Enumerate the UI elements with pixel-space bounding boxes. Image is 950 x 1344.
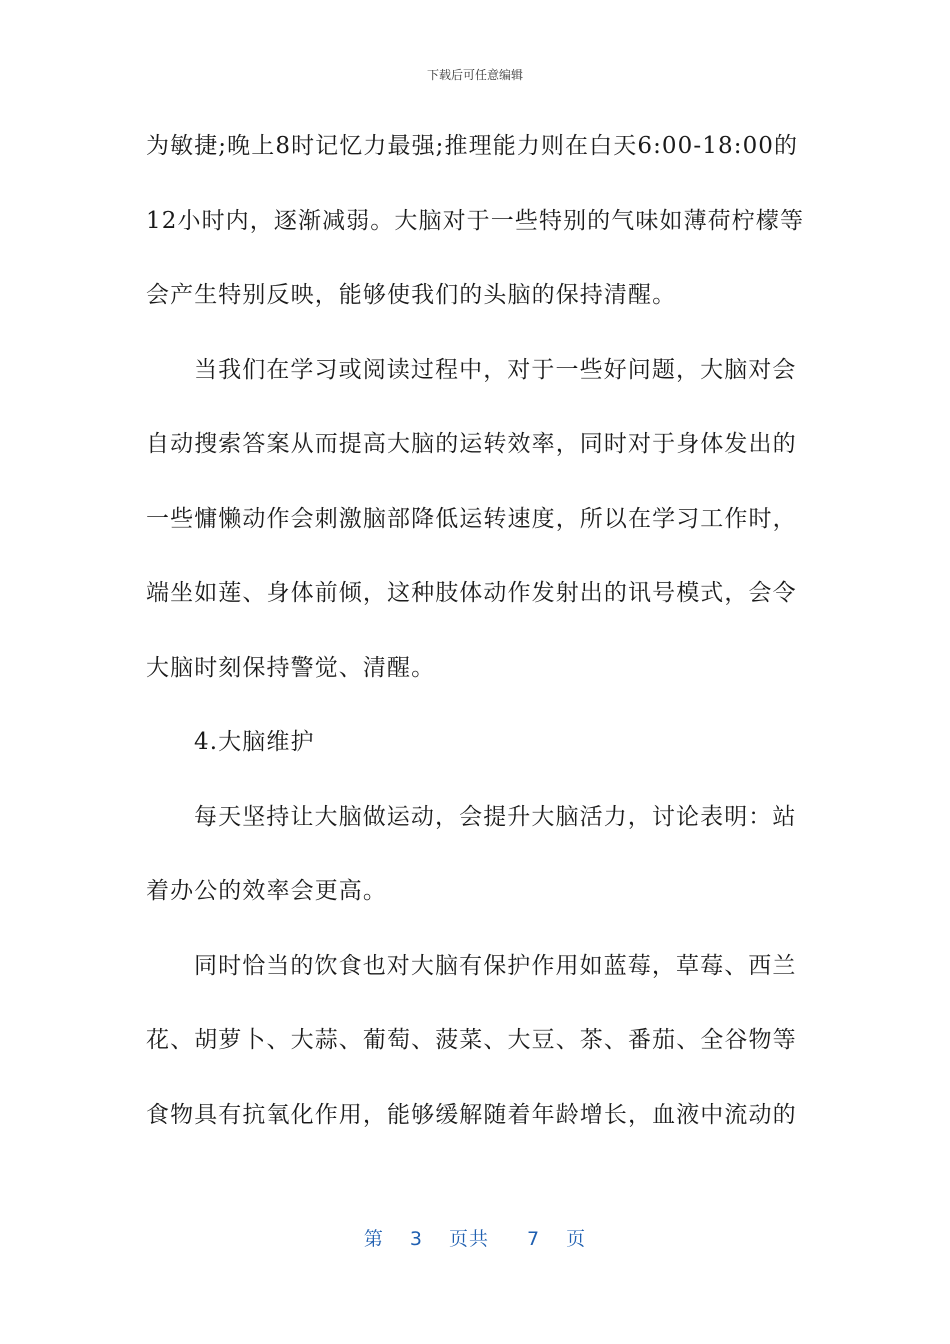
paragraph-start-line: 当我们在学习或阅读过程中，对于一些好问题，大脑对会 [194,356,797,383]
text-line: 会产生特别反映，能够使我们的头脑的保持清醒。 [146,282,677,308]
paragraph-start-line: 每天坚持让大脑做运动，会提升大脑活力，讨论表明：站 [194,803,797,830]
page-number-footer [0,1224,950,1251]
text-line: 食物具有抗氧化作用，能够缓解随着年龄增长，血液中流动的 [146,1101,797,1128]
text-line: 自动搜索答案从而提高大脑的运转效率，同时对于身体发出的 [146,431,797,457]
text-line: 为敏捷;晚上8时记忆力最强;推理能力则在白天6:00-18:00的 [146,133,799,159]
section-heading: 4.大脑维护 [194,729,315,755]
page-prefix: 第 [363,1228,384,1250]
text-line: 花、胡萝卜、大蒜、葡萄、菠菜、大豆、茶、番茄、全谷物等 [146,1027,797,1053]
text-line: 着办公的效率会更高。 [146,878,387,904]
current-page-number: 3 [409,1228,423,1250]
text-line: 端坐如莲、身体前倾，这种肢体动作发射出的讯号模式，会令 [146,580,797,606]
text-line: 12小时内，逐渐减弱。大脑对于一些特别的气味如薄荷柠檬等 [146,207,805,234]
total-pages-number: 7 [527,1228,541,1250]
paragraph-start-line: 同时恰当的饮食也对大脑有保护作用如蓝莓，草莓、西兰 [194,952,797,979]
page-suffix: 页 [566,1228,587,1250]
text-line: 大脑时刻保持警觉、清醒。 [146,654,436,681]
document-body [146,120,805,1163]
page-mid-label: 页共 [448,1228,489,1250]
text-line: 一些慵懒动作会刺激脑部降低运转速度，所以在学习工作时， [146,505,797,532]
header-note: 下载后可任意编辑 [426,68,523,82]
